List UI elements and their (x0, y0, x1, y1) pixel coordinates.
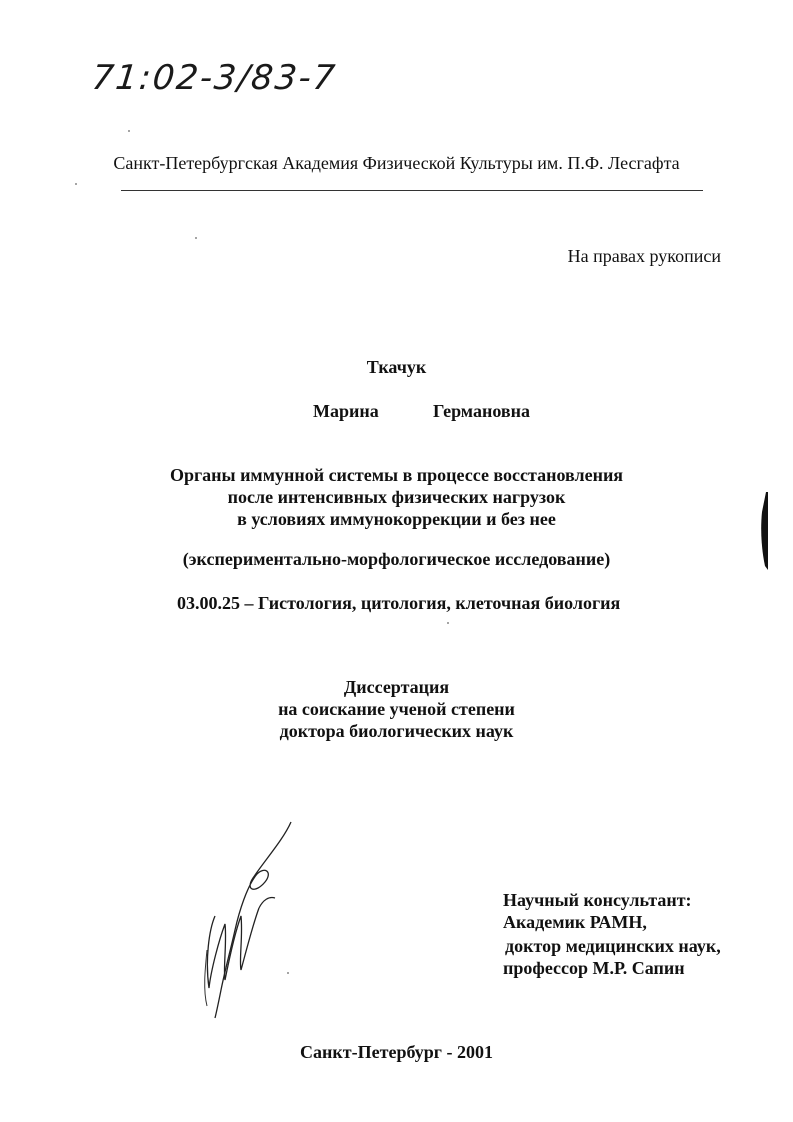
degree-line: на соискание ученой степени (278, 699, 515, 719)
rights-note: На правах рукописи (567, 246, 721, 266)
consultant-line: Научный консультант: (503, 890, 692, 910)
header-divider (121, 190, 703, 191)
scan-speck (447, 622, 449, 624)
author-surname: Ткачук (366, 357, 427, 377)
thesis-title-line: в условиях иммунокоррекции и без нее (237, 509, 556, 529)
thesis-specialty: 03.00.25 – Гистология, цитология, клеточная биология (177, 593, 621, 613)
scan-speck (128, 130, 130, 132)
consultant-line: Академик РАМН, (503, 912, 647, 932)
degree-line: доктора биологических наук (279, 721, 514, 741)
scan-speck (287, 972, 289, 974)
handwritten-signature-icon (195, 820, 305, 1020)
scan-speck (75, 183, 77, 185)
author-given-name: Марина (313, 401, 379, 421)
consultant-line: профессор М.Р. Сапин (503, 958, 685, 978)
city-year: Санкт-Петербург - 2001 (300, 1042, 493, 1062)
thesis-title-line: Органы иммунной системы в процессе восстановления (169, 465, 624, 485)
scan-speck (195, 237, 197, 239)
handwritten-archive-code: 71:02-3/83-7 (89, 58, 339, 98)
thesis-title-line: после интенсивных физических нагрузок (227, 487, 566, 507)
thesis-subtitle: (экспериментально-морфологическое исследование) (182, 549, 611, 569)
degree-line: Диссертация (343, 677, 450, 697)
consultant-line: доктор медицинских наук, (505, 936, 721, 956)
scan-artifact-icon (758, 492, 770, 570)
author-patronymic: Германовна (433, 401, 530, 421)
institution-name: Санкт-Петербургская Академия Физической Культуры им. П.Ф. Лесгафта (113, 153, 680, 173)
